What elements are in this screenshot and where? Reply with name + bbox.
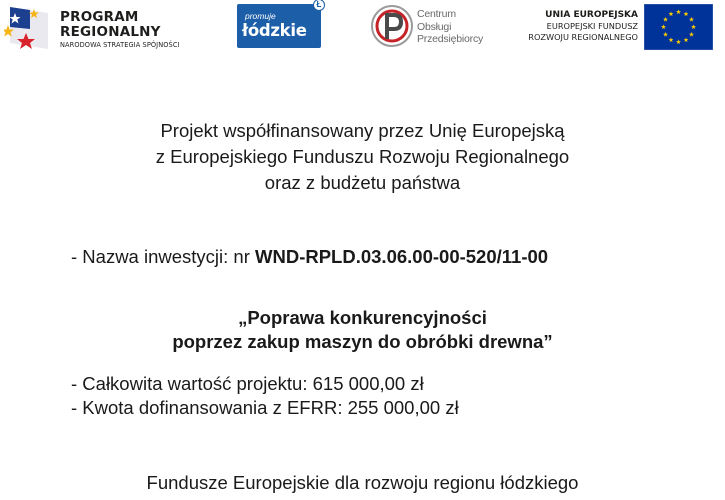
lodzkie-mark-icon: Ł — [313, 0, 325, 11]
regionalny-label: REGIONALNY — [60, 24, 161, 40]
cop-p-icon — [370, 3, 414, 49]
logo-strip — [0, 0, 725, 56]
lodzkie-label: łódzkie — [242, 21, 307, 40]
investment-name — [71, 246, 548, 268]
efrr-label-1: EUROPEJSKI FUNDUSZ — [546, 21, 638, 31]
efrr-label-2: ROZWOJU REGIONALNEGO — [528, 32, 638, 42]
ue-label: UNIA EUROPEJSKA — [545, 10, 638, 20]
program-regionalny-logo — [4, 3, 204, 51]
star-flag-icon — [4, 3, 54, 51]
lodzkie-badge — [237, 4, 321, 48]
promuje-lodzkie-logo — [235, 0, 327, 50]
cofinancing-line-1: Projekt współfinansowany przez Unię Europejską — [160, 120, 565, 141]
program-label: PROGRAM — [60, 9, 139, 25]
cofunding-value: - Kwota dofinansowania z EFRR: 255 000,00 zł — [71, 397, 459, 418]
cop-line3: Przedsiębiorcy — [417, 33, 484, 45]
project-title-line-1: „Poprawa konkurencyjności — [238, 307, 487, 328]
cofinancing-line-2: z Europejskiego Funduszu Rozwoju Regionalnego — [155, 146, 570, 167]
centrum-obslugi-logo — [370, 3, 490, 51]
cop-line1: Centrum — [417, 8, 456, 20]
total-value: - Całkowita wartość projektu: 615 000,00 zł — [71, 373, 424, 394]
investment-number: WND-RPLD.03.06.00-00-520/11-00 — [255, 246, 549, 267]
investment-prefix: - Nazwa inwestycji: nr — [71, 246, 256, 267]
promuje-label: promuje — [245, 11, 276, 21]
strategy-label: NARODOWA STRATEGIA SPÓJNOŚCI — [60, 41, 180, 49]
cop-line2: Obsługi — [417, 20, 452, 33]
unia-europejska-logo — [516, 3, 721, 51]
cofinancing-line-3: oraz z budżetu państwa — [264, 172, 461, 193]
project-title-line-2: poprzez zakup maszyn do obróbki drewna” — [172, 331, 553, 352]
footer-text: Fundusze Europejskie dla rozwoju regionu łódzkiego — [146, 472, 579, 493]
eu-flag-icon — [644, 4, 713, 50]
